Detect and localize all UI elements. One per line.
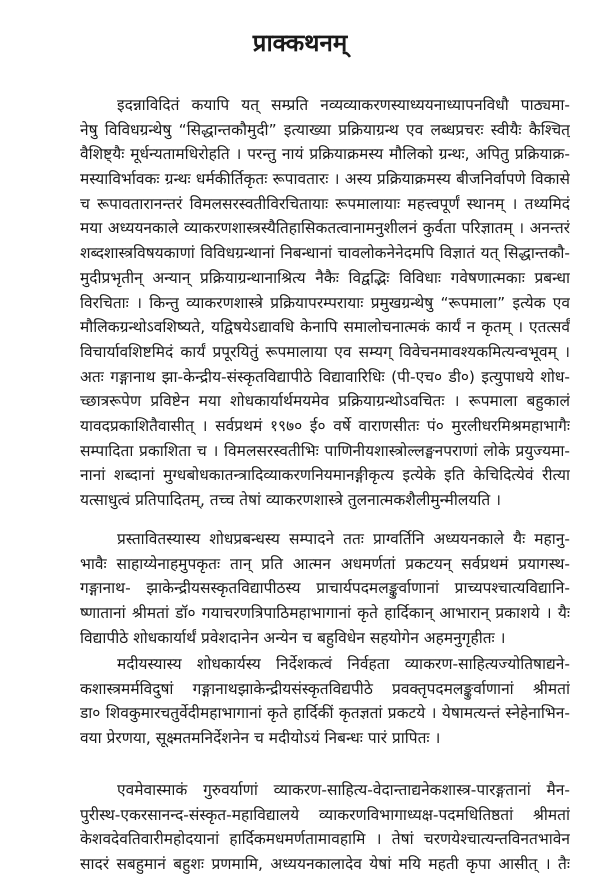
text-line: मदीयस्यास्य शोधकार्यस्य निर्देशकत्वं निर्वहता व्याकरण-साहित्यज्योतिषाद्यने- <box>117 655 570 673</box>
text-line: यत्साधुत्वं प्रतिपादितम्, तच्च तेषां व्याकरणशास्त्रे तुलनात्मकशैलीमुन्मीलयति । <box>80 491 501 509</box>
text-line: विद्यापीठे शोधकार्यार्थं प्रवेशदानेन अन्येन च बहुविधेन सहयोगेन अहमनुगृहीतः । <box>80 628 506 647</box>
page-title: प्राक्कथनम् <box>252 29 348 57</box>
text-line: वैशिष्ट्यैः मूर्धन्यतामधिरोहति । परन्तु नायं प्रक्रियाक्रमस्य मौलिको ग्रन्थः, अपितु प्रक्रियाक्र- <box>80 145 570 164</box>
text-line: मुदीप्रभृतीन् अन्यान् प्रक्रियाग्रन्थानाश्रित्य नैकैः विद्वद्भिः विविधाः गवेषणात्मकाः प्रबन्धा <box>80 268 570 287</box>
text-line: विचार्यावशिष्टमिदं कार्यं प्रपूरयितुं रूपमालाया एव सम्यग् विवेचनमावश्यकमित्यन्वभूवम् । <box>80 342 570 361</box>
text-line: मया अध्ययनकाले व्याकरणशास्त्रस्यैतिहासिकतत्वानामनुशीलनं कुर्वता परिज्ञातम् । अनन्तरं <box>80 219 570 238</box>
text-line: ष्णातानां श्रीमतां डॉ० गयाचरणत्रिपाठिमहाभागानां कृते हार्दिकान् आभारान् प्रकाशये । यैः <box>80 604 570 623</box>
text-line: च्छात्ररूपेण प्रविष्टेन मया शोधकार्यार्थमयमेव प्रक्रियाग्रन्थोऽवचितः । रूपमाला बहुकालं <box>80 392 570 411</box>
paragraph-acknowledgement-2 <box>80 652 570 751</box>
text-line: केशवदेवतिवारीमहोदयानां हार्दिकमधमर्णतामावहामि । तेषां चरणयेश्चात्यन्तविनतभावेन <box>80 830 570 849</box>
text-line: यावदप्रकाशितैवासीत् । सर्वप्रथमं १९७० ई० वर्षे वाराणसीतः पं० मुरलीधरमिश्रमहाभागैः <box>80 416 570 435</box>
text-line: नेषु विविधग्रन्थेषु “सिद्धान्तकौमुदी” इत्याख्या प्रक्रियाग्रन्थ एव लब्धप्रचरः स्वीयैः कैश्चित् <box>80 120 570 139</box>
text-line: अतः गङ्गानाथ झा-केन्द्रीय-संस्कृतविद्यापीठे विद्यावारिधिः (पी-एच० डी०) इत्युपाधये शोध- <box>80 367 570 386</box>
text-line: शब्दशास्त्रविषयकाणां विविधग्रन्थानां निबन्धानां चावलोकनेनेदमपि विज्ञातं यत् सिद्धान्तकौ- <box>80 244 570 263</box>
text-line: च रूपावतारानन्तरं विमलसरस्वतीविरचितायाः रूपमालायाः महत्त्वपूर्णं स्थानम् । तथ्यमिदं <box>80 194 570 213</box>
text-line: प्रस्तावितस्यास्य शोधप्रबन्धस्य सम्पादने ततः प्राग्वर्तिनि अध्ययनकाले यैः महानु- <box>117 530 570 548</box>
text-line: वया प्रेरणया, सूक्ष्मतमनिर्देशनेन च मदीयोऽयं निबन्धः पारं प्रापितः । <box>80 729 441 748</box>
text-line: एवमेवास्माकं गुरुवर्याणां व्याकरण-साहित्य-वेदान्ताद्यनेकशास्त्र-पारङ्गतानां मैन- <box>117 781 570 799</box>
text-line: सादरं सबहुमानं बहुशः प्रणमामि, अध्ययनकालादेव येषां मयि महती कृपा आसीत् । तैः <box>80 855 570 874</box>
paragraph-intro <box>80 93 570 513</box>
text-line: कशास्त्रमर्मविदुषां गङ्गानाथझाकेन्द्रीयसंस्कृतविद्यपीठे प्रवक्तृपदमलङ्कुर्वाणानां श्रीमतां <box>80 679 570 698</box>
text-line: डा० शिवकुमारचतुर्वेदीमहाभागानां कृते हार्दिकीं कृतज्ञतां प्रकटये । येषामत्यन्तं स्नेहेनाभिन- <box>80 704 570 723</box>
text-line: इदन्नाविदितं कयापि यत् सम्प्रति नव्यव्याकरणस्याध्ययनाध्यापनविधौ पाठ्यमा- <box>117 96 570 114</box>
text-line: मस्याविर्भावकः ग्रन्थः धर्मकीर्तिकृतः रूपावतारः । अस्य प्रक्रियाक्रमस्य बीजनिर्वापणे विकासे <box>80 170 570 189</box>
text-line: सम्पादिता प्रकाशिता च । विमलसरस्वतीभिः पाणिनीयशास्त्रोल्लङ्घनपराणां लोके प्रयुज्यमा- <box>80 441 570 460</box>
text-line: पुरीस्थ-एकरसानन्द-संस्कृत-महाविद्यालये व्याकरणविभागाध्यक्ष-पदमधितिष्ठतां श्रीमतां <box>80 805 570 824</box>
text-line: भावैः साहाय्येनाहमुपकृतः तान् प्रति आत्मन अधमर्णतां प्रकटयन् सर्वप्रथमं प्रयागस्थ- <box>80 554 570 573</box>
text-line: नानां शब्दानां मुग्धबोधकातन्त्रादिव्याकरणनियमानङ्गीकृत्य इत्येके इति केचिदित्येवं रीत्या <box>80 466 570 485</box>
text-line: मौलिकग्रन्थोऽवशिष्यते, यद्विषयेऽद्यावधि केनापि समालोचनात्मकं कार्यं न कृतम् । एतत्सर्वं <box>80 318 570 337</box>
paragraph-acknowledgement-3 <box>80 778 570 877</box>
text-line: गङ्गानाथ- झाकेन्द्रीयसस्कृतविद्यापीठस्य प्राचार्यपदमलङ्कुर्वाणानां प्राच्यपश्चात्यविद्यानि- <box>80 579 570 598</box>
paragraph-acknowledgement-1 <box>80 527 570 650</box>
text-line: विरचिताः । किन्तु व्याकरणशास्त्रे प्रक्रियापरम्परायाः प्रमुखग्रन्थेषु “रूपमाला” इत्येक एव <box>80 293 570 312</box>
